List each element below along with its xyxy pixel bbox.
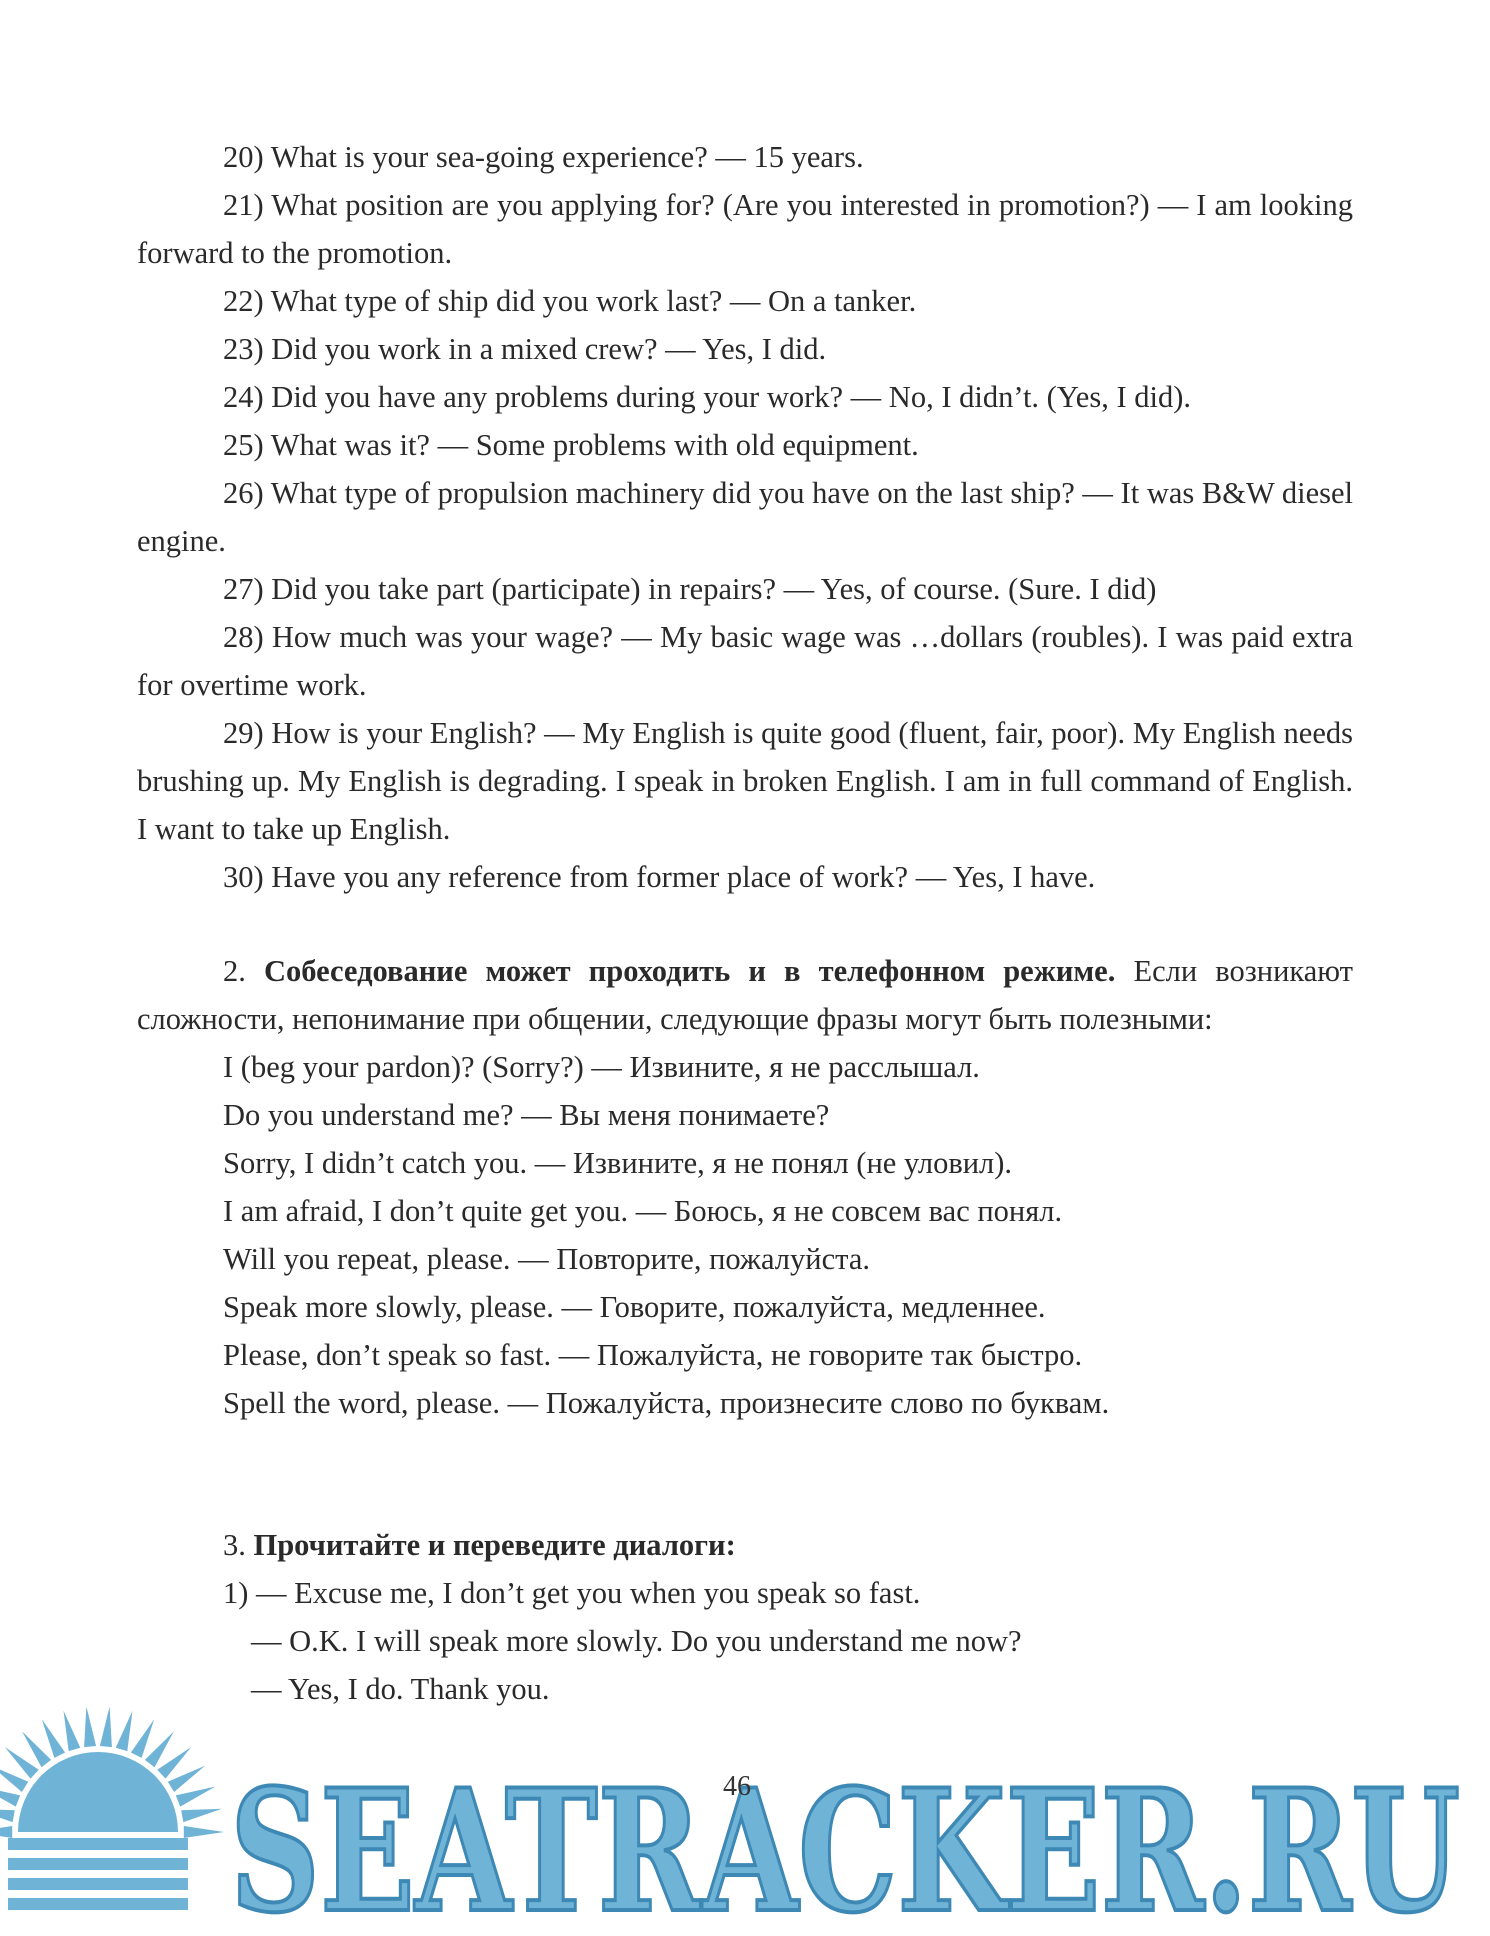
dialog-number: 1) bbox=[223, 1576, 249, 1610]
section-3-heading-paragraph bbox=[137, 1521, 1353, 1569]
phrase-item: Sorry, I didn’t catch you. — Извините, я не понял (не уловил). bbox=[223, 1146, 1013, 1180]
dialog-line bbox=[137, 1569, 1353, 1617]
phrase-item: Please, don’t speak so fast. — Пожалуйста, не говорите так быстро. bbox=[223, 1338, 1083, 1372]
question-item bbox=[137, 181, 1353, 277]
question-text: Did you take part (participate) in repairs? — Yes, of course. (Sure. I did) bbox=[271, 572, 1157, 606]
question-item bbox=[137, 373, 1353, 421]
section-3-heading: Прочитайте и переведите диалоги: bbox=[253, 1528, 736, 1562]
question-number: 25) bbox=[223, 428, 264, 462]
question-number: 28) bbox=[223, 620, 264, 654]
sun-ray bbox=[84, 1707, 96, 1748]
question-text: Did you work in a mixed crew? — Yes, I did. bbox=[271, 332, 827, 366]
sun-ray bbox=[116, 1711, 133, 1751]
phrase-item: I (beg your pardon)? (Sorry?) — Извините, я не расслышал. bbox=[223, 1050, 980, 1084]
question-number: 20) bbox=[223, 140, 264, 174]
section-2-intro: Если возникают сложности, непонимание при общении, следующие фразы могут быть полезными: bbox=[137, 954, 1354, 1036]
sun-ray bbox=[100, 1707, 112, 1748]
question-text: What is your sea-going experience? — 15 years. bbox=[270, 140, 864, 174]
phone-interview-section bbox=[137, 947, 1353, 1427]
question-item bbox=[137, 421, 1353, 469]
question-text: What was it? — Some problems with old equipment. bbox=[270, 428, 919, 462]
phrase-item: Will you repeat, please. — Повторите, пожалуйста. bbox=[223, 1242, 870, 1276]
dialog-lines bbox=[137, 1617, 1353, 1713]
question-number: 26) bbox=[223, 476, 264, 510]
question-text: What type of propulsion machinery did you have on the last ship? — It was B&W diesel engine. bbox=[137, 476, 1353, 558]
watermark-text: SEATRACKER.RU bbox=[230, 1752, 1460, 1936]
question-number: 30) bbox=[223, 860, 264, 894]
sun-ray bbox=[176, 1787, 216, 1807]
question-number: 21) bbox=[223, 188, 264, 222]
dialogs-section bbox=[137, 1521, 1353, 1713]
section-2-heading: Собеседование может проходить и в телефонном режиме. bbox=[263, 954, 1116, 988]
dialog-reply: — Yes, I do. Thank you. bbox=[251, 1672, 550, 1706]
question-item bbox=[137, 277, 1353, 325]
watermark bbox=[0, 1700, 1490, 1936]
question-item bbox=[137, 613, 1353, 709]
sun-ray bbox=[131, 1719, 154, 1758]
section-2-number: 2. bbox=[223, 954, 246, 988]
sun-ray bbox=[0, 1809, 15, 1822]
sun-ray bbox=[0, 1787, 20, 1807]
phrase-item: Spell the word, please. — Пожалуйста, произнесите слово по буквам. bbox=[223, 1386, 1110, 1420]
question-item bbox=[137, 325, 1353, 373]
section-3-number: 3. bbox=[223, 1528, 246, 1562]
question-number: 24) bbox=[223, 380, 264, 414]
phrase-item: I am afraid, I don’t quite get you. — Боюсь, я не совсем вас понял. bbox=[223, 1194, 1063, 1228]
question-number: 23) bbox=[223, 332, 264, 366]
question-number: 22) bbox=[223, 284, 264, 318]
sun-ray bbox=[184, 1826, 224, 1838]
question-item bbox=[137, 133, 1353, 181]
question-number: 29) bbox=[223, 716, 264, 750]
sun-ray bbox=[42, 1719, 65, 1758]
sun-ray bbox=[168, 1766, 205, 1792]
sun-logo-icon bbox=[0, 1707, 224, 1911]
dialog-reply: — O.K. I will speak more slowly. Do you understand me now? bbox=[251, 1624, 1022, 1658]
phrase-list bbox=[137, 1043, 1353, 1427]
question-item bbox=[137, 469, 1353, 565]
phrase-item: Speak more slowly, please. — Говорите, пожалуйста, медленнее. bbox=[223, 1290, 1046, 1324]
question-text: Did you have any problems during your work? — No, I didn’t. (Yes, I did). bbox=[271, 380, 1191, 414]
page-number: 46 bbox=[723, 1771, 751, 1802]
question-text: What position are you applying for? (Are you interested in promotion?) — I am looking forward to the promotion. bbox=[137, 188, 1353, 270]
dialog-first-line: — Excuse me, I don’t get you when you speak so fast. bbox=[256, 1576, 921, 1610]
question-text: What type of ship did you work last? — On a tanker. bbox=[270, 284, 917, 318]
question-text: How is your English? — My English is quite good (fluent, fair, poor). My English needs brushing up. My English is degrading. I speak in broken English. I am in full command of English. I want to take up English. bbox=[137, 716, 1354, 846]
sun-ray bbox=[64, 1711, 81, 1751]
phrase-item: Do you understand me? — Вы меня понимаете? bbox=[223, 1098, 830, 1132]
section-2-heading-paragraph bbox=[137, 947, 1353, 1043]
sun-ray bbox=[0, 1826, 12, 1838]
question-text: Have you any reference from former place of work? — Yes, I have. bbox=[271, 860, 1096, 894]
questions-section bbox=[137, 133, 1353, 901]
question-item bbox=[137, 853, 1353, 901]
question-item bbox=[137, 709, 1353, 853]
question-number: 27) bbox=[223, 572, 264, 606]
sun-ray bbox=[181, 1809, 222, 1822]
question-item bbox=[137, 565, 1353, 613]
question-text: How much was your wage? — My basic wage was …dollars (roubles). I was paid extra for overtime work. bbox=[137, 620, 1354, 702]
